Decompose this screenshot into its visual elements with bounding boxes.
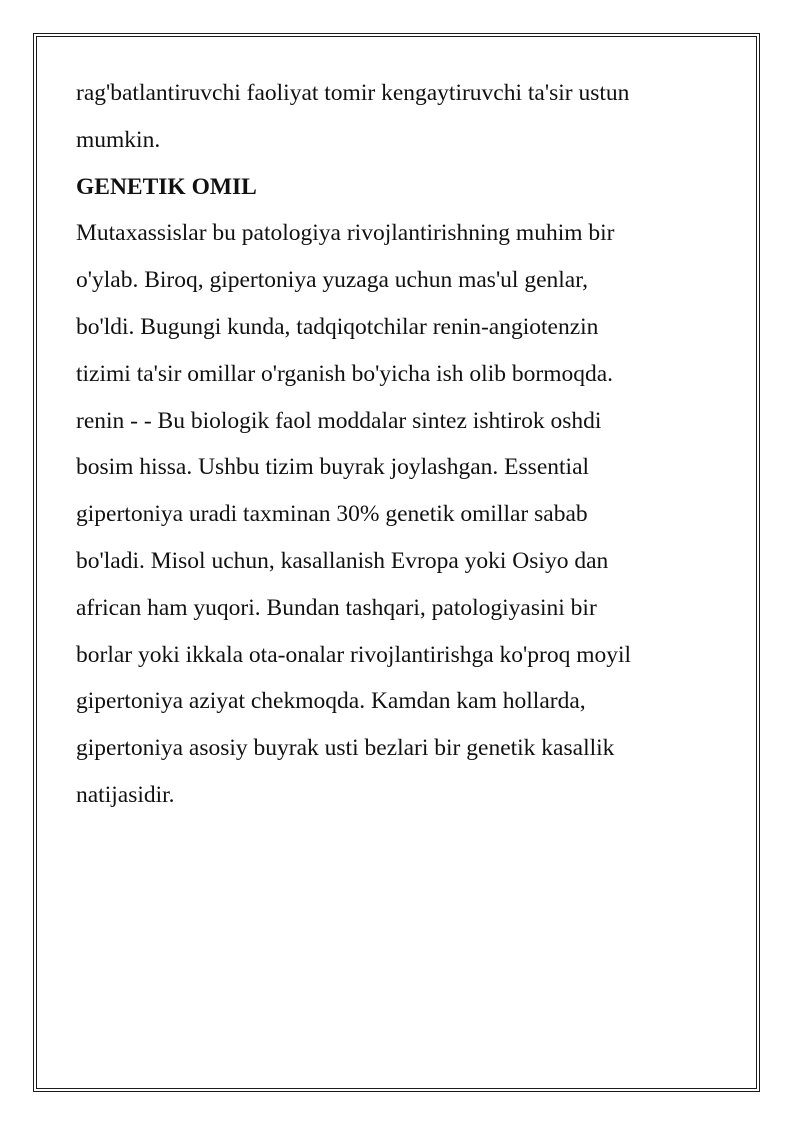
text-line: rag'batlantiruvchi faoliyat tomir kengaytiruvchi ta'sir ustun bbox=[76, 80, 630, 106]
text-line: bo'ldi. Bugungi kunda, tadqiqotchilar renin-angiotenzin bbox=[76, 313, 599, 340]
text-line: bosim hissa. Ushbu tizim buyrak joylashgan. Essential bbox=[76, 454, 590, 481]
text-line: natijasidir. bbox=[76, 781, 175, 808]
text-line: Mutaxassislar bu patologiya rivojlantirishning muhim bir bbox=[76, 220, 615, 247]
text-line: tizimi ta'sir omillar o'rganish bo'yicha ish olib bormoqda. bbox=[76, 360, 614, 387]
text-line: gipertoniya aziyat chekmoqda. Kamdan kam hollarda, bbox=[76, 688, 586, 715]
text-line: renin - - Bu biologik faol moddalar sintez ishtirok oshdi bbox=[76, 407, 602, 434]
text-line: gipertoniya asosiy buyrak usti bezlari bir genetik kasallik bbox=[76, 735, 615, 762]
text-line: borlar yoki ikkala ota-onalar rivojlantirishga ko'proq moyil bbox=[76, 641, 632, 668]
document-content bbox=[76, 70, 746, 819]
section-heading: GENETIK OMIL bbox=[76, 173, 257, 200]
text-line: gipertoniya uradi taxminan 30% genetik omillar sabab bbox=[76, 501, 588, 528]
text-line: mumkin. bbox=[76, 126, 161, 153]
text-line: o'ylab. Biroq, gipertoniya yuzaga uchun mas'ul genlar, bbox=[76, 267, 588, 294]
text-line: bo'ladi. Misol uchun, kasallanish Evropa yoki Osiyo dan bbox=[76, 547, 609, 574]
text-line: african ham yuqori. Bundan tashqari, patologiyasini bir bbox=[76, 594, 597, 621]
